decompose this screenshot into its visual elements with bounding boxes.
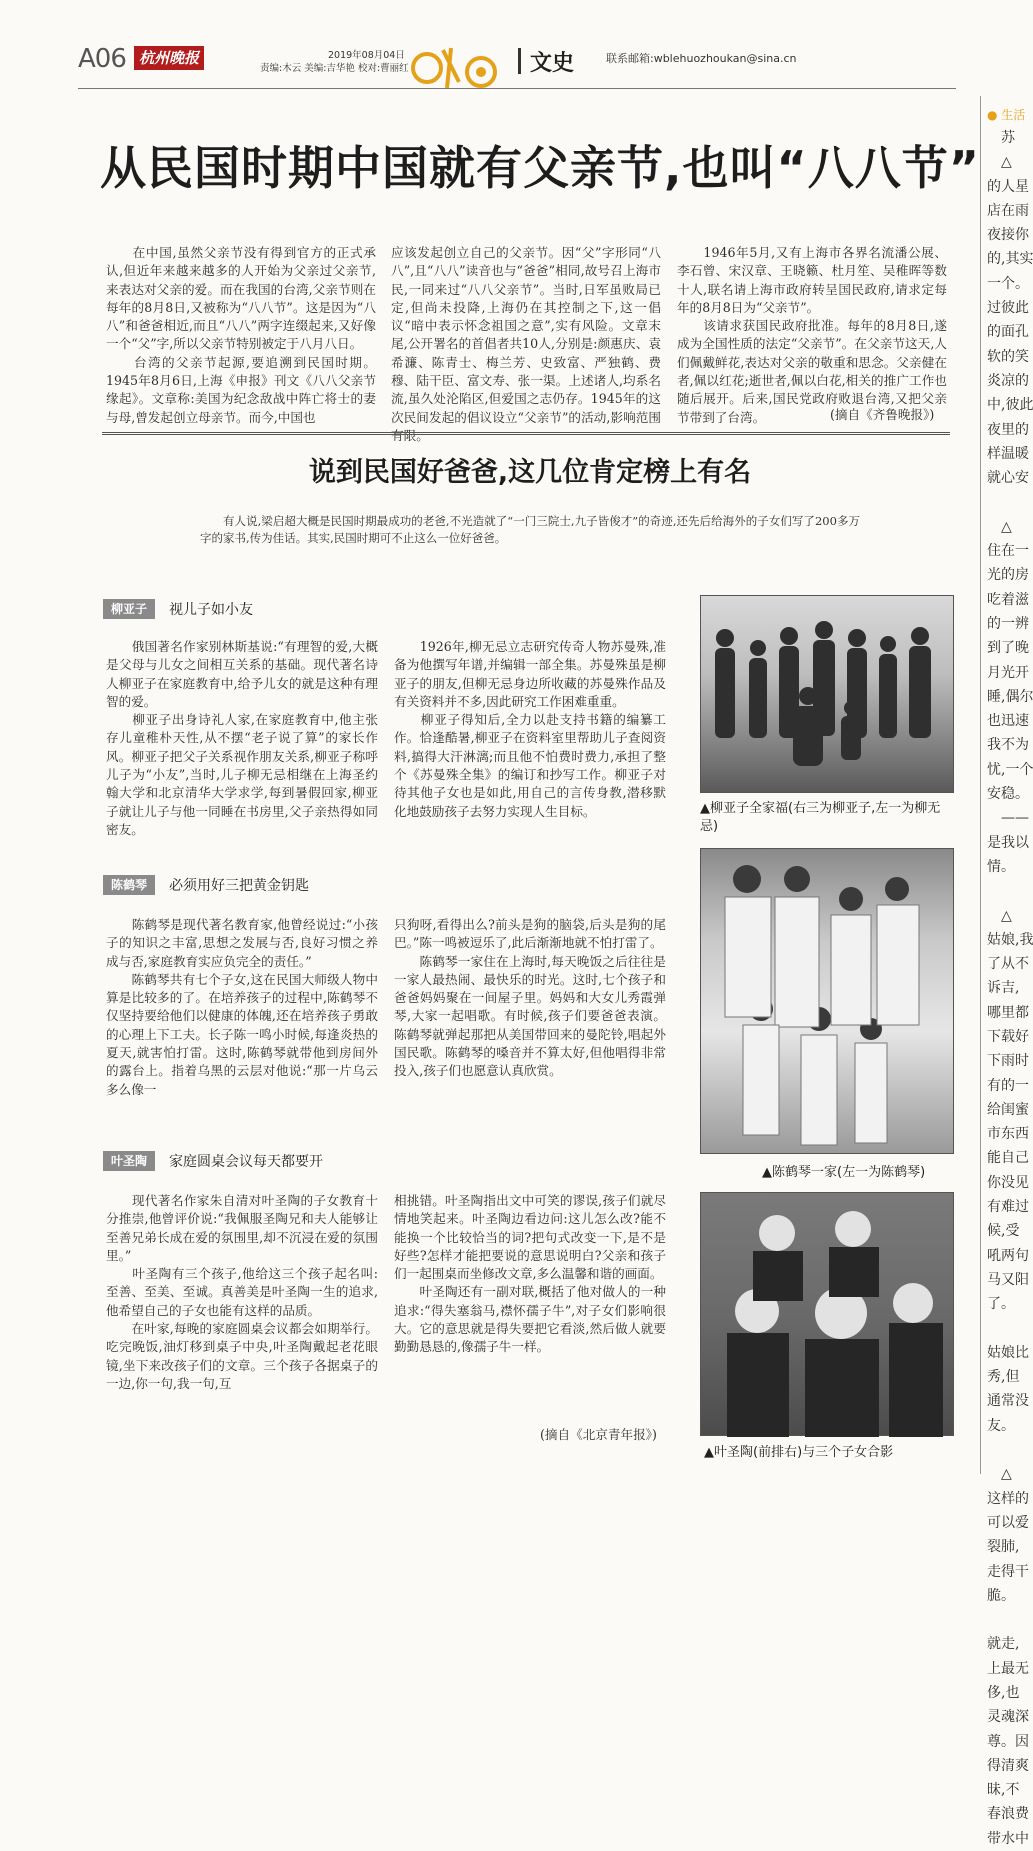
adjacent-article-line: 市东西 [987,1126,1029,1143]
adjacent-article-line: 侈,也 [987,1685,1020,1701]
issue-date: 2019年08月04日 [328,50,405,61]
adjacent-article-line: 脆。 [987,1587,1015,1604]
section-title: 家庭圆桌会议每天都要开 [169,1154,324,1170]
adjacent-article-line: 过彼此 [987,300,1029,317]
adjacent-article-line: 夜接你 [987,227,1029,244]
adjacent-article-line: 的一辨 [987,615,1029,632]
adjacent-article-line: △ [987,154,1012,171]
contact-email: 联系邮箱:wblehuozhoukan@sina.cn [606,52,797,65]
adjacent-article-line: 下雨时 [987,1053,1029,1070]
photo-liu-yazi-family [700,595,954,793]
adjacent-article-line [981,1317,1032,1341]
adjacent-article-line: 睡,偶尔 [987,688,1033,705]
header-rule [78,88,956,89]
section-name: 文史 [530,51,575,76]
adjacent-article-line: 灵魂深 [987,1709,1029,1726]
article2-headline: 说到民国好爸爸,这几位肯定榜上有名 [308,457,752,488]
section-tag: 陈鹤琴 [103,875,155,895]
adjacent-article-line: 的面孔 [987,324,1029,341]
adjacent-article-line: 的,其实 [987,251,1033,268]
adjacent-article-line: 月光开 [987,664,1029,681]
section-title: 视儿子如小友 [169,602,254,618]
adjacent-article-line: 吃着滋 [987,591,1029,608]
section-chen-heqin-col1: 陈鹤琴是现代著名教育家,他曾经说过:“小孩子的知识之丰富,思想之发展与否,良好习惯之养成与否,家庭教育实应负完全的责任。” 陈鹤琴共有七个子女,这在民国大师级人物中算是比较多的了。在培养孩子的过程中,陈鹤琴不仅坚持要给他们以健康的体魄,还在培养孩子勇敢的心理上下工夫。长子陈一鸣小时候,每逢炎热的夏天,就害怕打雷。这时,陈鹤琴就带他到房间外的露台上。指着乌黑的云层对他说:“那一片乌云多么像一 [106,917,378,1097]
editor-credits: 责编:木云 美编:吉华艳 校对:曹丽红 [260,63,409,74]
adjacent-article-line: 这样的 [987,1490,1029,1507]
section-title: 必须用好三把黄金钥匙 [169,878,310,894]
photo-caption: ▲陈鹤琴一家(左一为陈鹤琴) [762,1165,926,1180]
adjacent-article-line: 走得干 [987,1563,1029,1580]
adjacent-article-line: 能自己 [987,1150,1029,1167]
adjacent-article-line: 可以爱 [987,1514,1029,1531]
adjacent-article-line: 就心安 [987,470,1029,487]
adjacent-article-line: 中,彼此 [987,397,1033,414]
family-photo-icon [701,1193,955,1437]
section-chen-heqin-header [103,874,309,896]
adjacent-article-line: 住在一 [987,543,1029,560]
adjacent-article-line: 了从不 [987,956,1029,973]
section-liu-yazi-header [103,598,253,620]
adjacent-article-line [981,879,1032,903]
adjacent-article-line [981,1608,1032,1632]
page-number: A06 [78,44,126,74]
adjacent-article-line: 昧,不 [987,1782,1020,1799]
adjacent-article-line: △ [987,1466,1012,1483]
adjacent-article-line: 上最无 [987,1660,1029,1677]
section-tag: 叶圣陶 [103,1151,155,1171]
adjacent-article-line: 夜里的 [987,421,1029,438]
article1-source: (摘自《齐鲁晚报》) [830,407,935,422]
adjacent-article-line: 通常没 [987,1393,1029,1410]
article1-col3: 1946年5月,又有上海市各界名流潘公展、李石曾、宋汉章、王晓籁、杜月笙、吴稚晖等数十人,联名请上海市政府转呈国民政府,请求定每年的8月8日为“父亲节”。 该请求获国民政府批准。每年的8月8日,遂成为全国性质的法定“父亲节”。在父亲节这天,人们佩戴鲜花,表达对父亲的敬重和思念。父亲健在者,佩以红花;逝世者,佩以白花,相关的推广工作也随后展开。后来,国民党政府败退台湾,又把父亲节带到了台湾。 [677,245,947,425]
adjacent-article-label: ● 生活 [987,108,1026,122]
photo-ye-shengtao-family [700,1192,954,1436]
adjacent-article-line: 是我以 [987,834,1029,851]
family-photo-icon [701,849,955,1155]
adjacent-article-line: 姑娘比 [987,1344,1029,1361]
adjacent-article-line: 店在雨 [987,202,1029,219]
adjacent-article-line: 苏 [987,130,1015,146]
section-ye-shengtao-col2: 相挑错。叶圣陶指出文中可笑的谬误,孩子们就尽情地笑起来。叶圣陶边看边问:这儿怎么改?能不能换一个比较恰当的词?把句式改变一下,是不是好些?怎样才能把要说的意思说明白?父亲和孩子们一起围桌而坐修改文章,多么温馨和谐的画面。 叶圣陶还有一副对联,概括了他对做人的一种追求:“得失塞翁马,襟怀孺子牛”,对子女们影响很大。它的意思就是得失要把它看淡,然后做人就要勤勤恳恳的,像孺子牛一样。 [394,1193,666,1355]
adjacent-article-line: 软的笑 [987,348,1029,365]
article2-source: (摘自《北京青年报》) [540,1427,657,1442]
article2-intro: 有人说,梁启超大概是民国时期最成功的老爸,不光造就了“一门三院士,九子皆俊才”的奇迹,还先后给海外的子女们写了200多万字的家书,传为佳话。其实,民国时期可不止这么一位好爸爸。 [200,514,860,545]
adjacent-article-line: 情。 [987,858,1015,875]
photo-caption: ▲叶圣陶(前排右)与三个子女合影 [704,1445,894,1460]
adjacent-article-line: 光的房 [987,567,1029,584]
adjacent-article-line [981,490,1032,514]
adjacent-article-line: 就走, [987,1636,1020,1653]
article1-col2: 应该发起创立自己的父亲节。因“父”字形同“八八”,且“八八”读音也与“爸爸”相同,故号召上海市民,一同来过“八八父亲节”。当时,日军虽败局已定,但尚未投降,上海仍在其控制之下,这一倡议“暗中表示怀念祖国之意”,实有风险。文章末尾,公开署名的首倡者共10人,分别是:颜惠庆、袁希濂、陈青士、梅兰芳、史致富、严独鹤、费穆、陆干臣、富文寿、张一渠。上述诸人,均系名流,虽久处沦陷区,但爱国之志仍存。1945年的这次民间发起的倡议设立“父亲节”的活动,影响范围有限。 [391,245,661,443]
page-header [0,0,980,96]
section-ye-shengtao-col1: 现代著名作家朱自清对叶圣陶的子女教育十分推崇,他曾评价说:“我佩服圣陶兄和夫人能够让至善兄弟长成在爱的氛围里,却不沉浸在爱的氛围里。” 叶圣陶有三个孩子,他给这三个孩子起名叫:至善、至美、至诚。真善美是叶圣陶一生的追求,他希望自己的子女也能有这样的品质。 在叶家,每晚的家庭圆桌会议都会如期举行。吃完晚饭,油灯移到桌子中央,叶圣陶戴起老花眼镜,坐下来改孩子们的文章。三个孩子各据桌子的一边,你一句,我一句,互 [106,1193,378,1391]
adjacent-article-line: 给闺蜜 [987,1101,1029,1118]
adjacent-article-text [981,126,1032,1851]
adjacent-article-line: 秀,但 [987,1369,1020,1386]
adjacent-article-line: —— [987,810,1029,827]
adjacent-article-line: 裂肺, [987,1539,1020,1556]
article1-col1: 在中国,虽然父亲节没有得到官方的正式承认,但近年来越来越多的人开始为父亲过父亲节,来表达对父亲的爱。而在我国的台湾,父亲节则在每年的8月8日,又被称为“八八节”。这是因为“八八”和爸爸相近,而且“八八”两字连缀起来,又好像一个“父”字,所以父亲节特别被定于八月八日。 台湾的父亲节起源,要追溯到民国时期。1945年8月6日,上海《申报》刊文《八八父亲节缘起》。文章称:美国为纪念敌战中阵亡将士的妻与母,曾发起创立母亲节。而今,中国也 [106,245,376,425]
adjacent-article-line: 哪里都 [987,1004,1029,1021]
adjacent-article-line: 的人星 [987,178,1029,195]
article-divider [102,432,950,435]
article1-headline: 从民国时期中国就有父亲节,也叫“八八节” [100,141,980,195]
adjacent-article-line: 春浪费 [987,1806,1029,1823]
adjacent-article-line: 样温暖 [987,445,1029,462]
section-liu-yazi-col1: 俄国著名作家别林斯基说:“有理智的爱,大概是父母与儿女之间相互关系的基础。现代著名诗人柳亚子在家庭教育中,给予儿女的就是这种有理智的爱。 柳亚子出身诗礼人家,在家庭教育中,他主张存儿童稚朴天性,从不摆“老子说了算”的家长作风。柳亚子把父子关系视作朋友关系,柳亚子称呼儿子为“小友”,当时,儿子柳无忌相继在上海圣约翰大学和北京清华大学求学,每到暑假回家,柳亚子就让儿子与他一同睡在书房里,父子亲热得如同密友。 [106,639,378,837]
adjacent-article-line [981,1438,1032,1462]
photo-chen-heqin-family [700,848,954,1154]
adjacent-article-line: 姑娘,我 [987,931,1033,948]
adjacent-article-line: 我不为 [987,737,1029,754]
adjacent-article-line: 马又阳 [987,1271,1029,1288]
paper-logo: 杭州晚报 [134,46,204,70]
adjacent-article-column [980,96,1033,1847]
adjacent-article-line: 得清爽 [987,1757,1029,1774]
adjacent-article-line: 一个。 [987,275,1029,292]
section-chen-heqin-col2: 只狗呀,看得出么?前头是狗的脑袋,后头是狗的尾巴。”陈一鸣被逗乐了,此后渐渐地就不怕打雷了。 陈鹤琴一家住在上海时,每天晚饭之后往往是一家人最热闹、最快乐的时光。这时,七个孩子和爸爸妈妈聚在一间屋子里。妈妈和大女儿秀霞弹琴,大家一起唱歌。有时候,孩子们要爸爸表演。陈鹤琴就弹起那把从美国带回来的曼陀铃,唱起外国民歌。陈鹤琴的嗓音并不算太好,但他唱得非常投入,孩子们也愿意认真欣赏。 [394,917,666,1079]
adjacent-article-line: 诉吉, [987,980,1020,997]
adjacent-article-line: 候,受 [987,1223,1020,1240]
adjacent-article-line: 吼两句 [987,1247,1029,1264]
section-liu-yazi-col2: 1926年,柳无忌立志研究传奇人物苏曼殊,准备为他撰写年谱,并编辑一部全集。苏曼殊虽是柳亚子的朋友,但柳无忌身边所收藏的苏曼殊作品及有关资料并不多,因此研究工作困难重重。 柳亚子得知后,全力以赴支持书籍的编纂工作。恰逢酷暑,柳亚子在资料室里帮助儿子查阅资料,搞得大汗淋漓;而且他不怕费时费力,承担了整个《苏曼殊全集》的编订和抄写工作。柳亚子对待其他子女也是如此,用自己的言传身教,潜移默化地鼓励孩子去努力实现人生目标。 [394,639,666,819]
adjacent-article-line: 了。 [987,1296,1015,1313]
adjacent-article-line: 炎凉的 [987,372,1029,389]
adjacent-article-line: 安稳。 [987,786,1029,803]
adjacent-article-line: △ [987,907,1012,924]
adjacent-article-line: 带水中 [987,1830,1029,1847]
family-photo-icon [701,596,955,794]
adjacent-article-line: 尊。因 [987,1733,1029,1750]
section-ye-shengtao-header [103,1150,323,1172]
adjacent-article-line: 友。 [987,1417,1015,1434]
adjacent-article-line: △ [987,518,1012,535]
adjacent-article-line: 到了晚 [987,640,1029,657]
adjacent-article-line: 有难过 [987,1199,1029,1216]
adjacent-article-line: 也迅速 [987,713,1029,730]
adjacent-article-line: 你没见 [987,1174,1029,1191]
adjacent-article-line: 有的一 [987,1077,1029,1094]
header-divider [518,48,521,74]
photo-caption: ▲柳亚子全家福(右三为柳亚子,左一为柳无忌) [700,801,941,834]
adjacent-article-line: 下载好 [987,1028,1029,1045]
adjacent-article-line: 忧,一个 [987,761,1033,778]
section-tag: 柳亚子 [103,599,155,619]
